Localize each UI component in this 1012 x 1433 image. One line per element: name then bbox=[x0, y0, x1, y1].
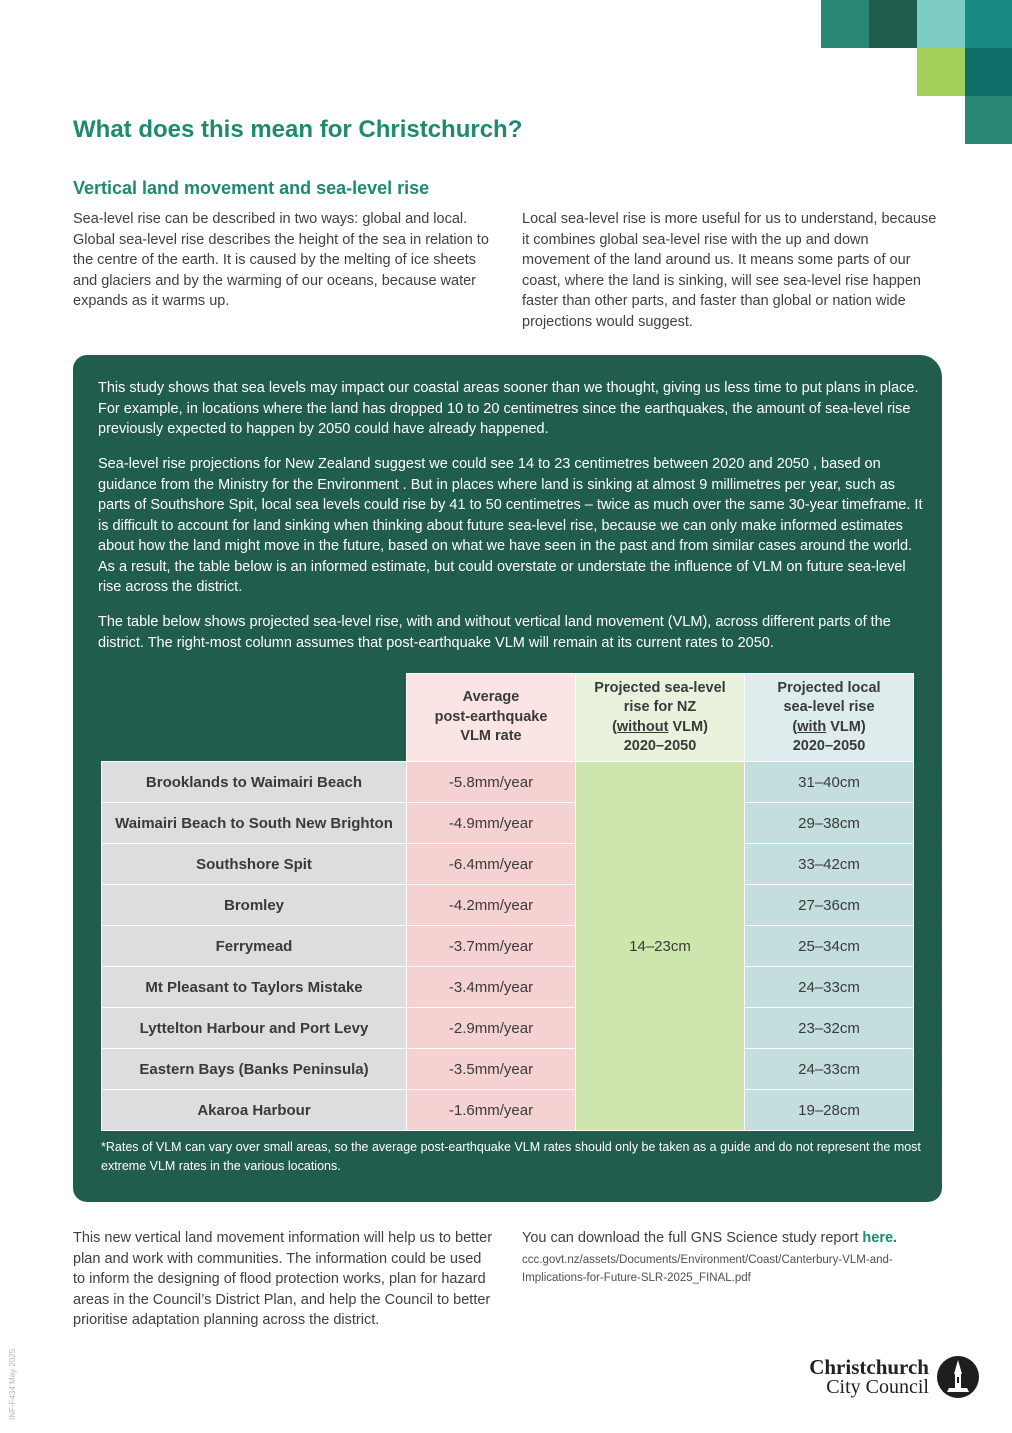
decor-square bbox=[917, 0, 965, 48]
header-local-line3-emphasis: with bbox=[797, 718, 827, 735]
vlm-rate-cell: -4.2mm/year bbox=[407, 885, 576, 926]
study-summary-panel bbox=[73, 355, 942, 1202]
vlm-rate-cell: -3.4mm/year bbox=[407, 967, 576, 1008]
vlm-rate-cell: -3.5mm/year bbox=[407, 1049, 576, 1090]
header-nz-line4: 2020–2050 bbox=[623, 738, 697, 754]
table-header-local-projection bbox=[745, 674, 914, 762]
panel-paragraph-2: Sea-level rise projections for New Zealand suggest we could see 14 to 23 centimetres between 2020 and 2050 , based on guidance from the Ministry for the Environment . But in places where land is sinking at almost 9 millimetres per year, such as parts of Southshore Spit, local sea levels could rise by 41 to 50 centimetres – twice as much over the same 30-year timeframe. It is difficult to account for land sinking when thinking about future sea-level rise, because we can only make informed estimates about how the land might move in the future, based on what we have seen in the past and from similar cases around the world. As a result, the table below is an informed estimate, but could overstate or understate the influence of VLM on future sea-level rise across the district. bbox=[98, 456, 923, 595]
cathedral-spire-icon bbox=[936, 1355, 980, 1399]
document-code: INF-F434 May 2025 bbox=[8, 1348, 17, 1420]
header-nz-line3-close: VLM) bbox=[668, 718, 708, 735]
local-projection-cell: 24–33cm bbox=[745, 967, 914, 1008]
logo-line-2: City Council bbox=[826, 1376, 929, 1398]
report-download-link[interactable]: here. bbox=[862, 1230, 898, 1246]
header-nz-line3-open: ( bbox=[612, 718, 617, 735]
section-title: Vertical land movement and sea-level rise bbox=[73, 178, 430, 198]
header-nz-line3-emphasis: without bbox=[616, 718, 669, 735]
report-url[interactable]: ccc.govt.nz/assets/Documents/Environment/Coast/Canterbury-VLM-and-Implications-for-Future-SLR-2025_FINAL.pdf bbox=[522, 1254, 893, 1284]
nz-projection-cell: 14–23cm bbox=[576, 762, 745, 1131]
table-header-vlm-rate bbox=[407, 674, 576, 762]
intro-right-paragraph: Local sea-level rise is more useful for us to understand, because it combines global sea-level rise with the up and down movement of the land around us. It means some parts of our coast, where the land is sinking, will see sea-level rise happen faster than other parts, and faster than global or nation wide projections would suggest. bbox=[522, 211, 937, 330]
download-paragraph bbox=[522, 1228, 942, 1249]
local-projection-cell: 23–32cm bbox=[745, 1008, 914, 1049]
panel-paragraph-3: The table below shows projected sea-level rise, with and without vertical land movement (VLM), across different parts of the district. The right-most column assumes that post-earthquake VLM will remain at its current rates to 2050. bbox=[98, 614, 891, 651]
location-cell: Brooklands to Waimairi Beach bbox=[102, 762, 407, 803]
location-cell: Mt Pleasant to Taylors Mistake bbox=[102, 967, 407, 1008]
local-projection-cell: 27–36cm bbox=[745, 885, 914, 926]
header-local-line4: 2020–2050 bbox=[792, 738, 866, 754]
table-row bbox=[102, 844, 914, 885]
location-cell: Waimairi Beach to South New Brighton bbox=[102, 803, 407, 844]
decor-square bbox=[869, 0, 917, 48]
table-header-row bbox=[102, 674, 914, 762]
location-cell: Eastern Bays (Banks Peninsula) bbox=[102, 1049, 407, 1090]
local-projection-cell: 25–34cm bbox=[745, 926, 914, 967]
vlm-rate-cell: -3.7mm/year bbox=[407, 926, 576, 967]
decor-square bbox=[965, 0, 1012, 48]
panel-paragraph-1: This study shows that sea levels may impact our coastal areas sooner than we thought, giving us less time to put plans in place. For example, in locations where the land has dropped 10 to 20 centimetres since the earthquakes, the amount of sea-level rise previously expected to happen by 2050 could have already happened. bbox=[98, 380, 919, 437]
local-projection-cell: 29–38cm bbox=[745, 803, 914, 844]
location-cell: Akaroa Harbour bbox=[102, 1090, 407, 1131]
local-projection-cell: 24–33cm bbox=[745, 1049, 914, 1090]
location-cell: Ferrymead bbox=[102, 926, 407, 967]
table-row bbox=[102, 1008, 914, 1049]
outro-paragraph: This new vertical land movement information will help us to better plan and work with communities. The information could be used to inform the designing of flood protection works, plan for hazard areas in the Council’s District Plan, and help the Council to better prioritise adaptation planning across the district. bbox=[73, 1230, 493, 1328]
header-nz-line1: Projected sea-level bbox=[594, 679, 726, 696]
table-header-blank bbox=[102, 674, 407, 762]
page-title: What does this mean for Christchurch? bbox=[73, 116, 523, 143]
table-row bbox=[102, 885, 914, 926]
table-footnote: *Rates of VLM can vary over small areas, so the average post-earthquake VLM rates should only be taken as a guide and do not represent the most extreme VLM rates in the various locations. bbox=[101, 1140, 921, 1173]
local-projection-cell: 33–42cm bbox=[745, 844, 914, 885]
header-nz-line2: rise for NZ bbox=[623, 699, 697, 715]
table-row bbox=[102, 1049, 914, 1090]
table-header-nz-projection bbox=[576, 674, 745, 762]
header-rate-line1: Average bbox=[462, 689, 520, 706]
table-row bbox=[102, 803, 914, 844]
logo-line-1: Christchurch bbox=[809, 1355, 929, 1379]
vlm-projection-table bbox=[101, 673, 914, 1131]
header-local-line2: sea-level rise bbox=[783, 699, 875, 715]
council-logo bbox=[795, 1355, 985, 1401]
vlm-rate-cell: -1.6mm/year bbox=[407, 1090, 576, 1131]
decor-square bbox=[917, 48, 965, 96]
vlm-rate-cell: -6.4mm/year bbox=[407, 844, 576, 885]
local-projection-cell: 19–28cm bbox=[745, 1090, 914, 1131]
header-local-line3-close: VLM) bbox=[826, 718, 866, 735]
table-row bbox=[102, 967, 914, 1008]
table-row bbox=[102, 926, 914, 967]
decor-square bbox=[821, 0, 869, 48]
decor-square bbox=[965, 96, 1012, 144]
decor-square bbox=[965, 48, 1012, 96]
header-rate-line2: post-earthquake bbox=[434, 708, 548, 725]
location-cell: Bromley bbox=[102, 885, 407, 926]
download-text: You can download the full GNS Science study report bbox=[522, 1230, 863, 1246]
header-local-line3-open: ( bbox=[792, 718, 798, 735]
header-rate-line3: VLM rate bbox=[460, 728, 522, 745]
header-local-line1: Projected local bbox=[777, 679, 881, 696]
vlm-rate-cell: -5.8mm/year bbox=[407, 762, 576, 803]
local-projection-cell: 31–40cm bbox=[745, 762, 914, 803]
vlm-rate-cell: -4.9mm/year bbox=[407, 803, 576, 844]
table-row bbox=[102, 762, 914, 803]
location-cell: Southshore Spit bbox=[102, 844, 407, 885]
vlm-rate-cell: -2.9mm/year bbox=[407, 1008, 576, 1049]
intro-left-paragraph: Sea-level rise can be described in two ways: global and local. Global sea-level rise describes the height of the sea in relation to the centre of the earth. It is caused by the melting of ice sheets and glaciers and by the warming of our oceans, because water expands as it warms up. bbox=[73, 211, 489, 309]
location-cell: Lyttelton Harbour and Port Levy bbox=[102, 1008, 407, 1049]
table-row bbox=[102, 1090, 914, 1131]
